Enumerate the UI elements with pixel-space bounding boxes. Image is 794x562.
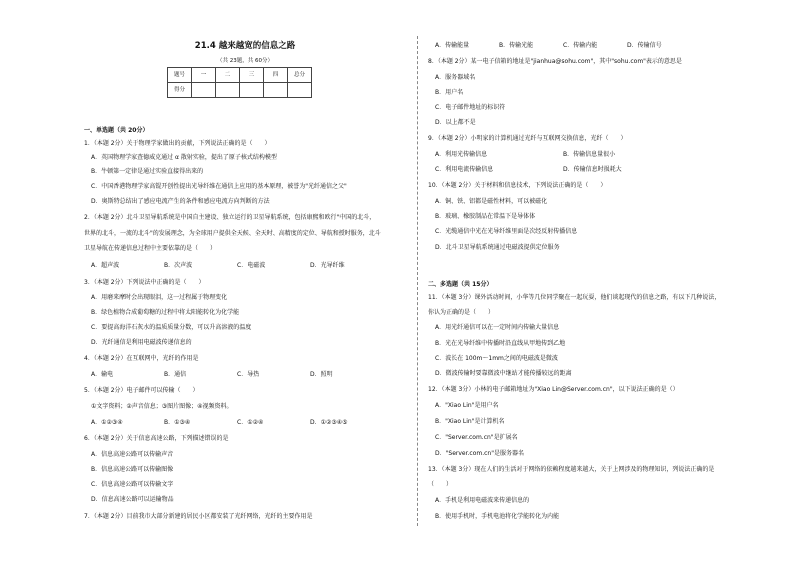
option-10a: A．铜、铁、铝都是磁性材料，可以被磁化 bbox=[435, 198, 548, 205]
option-11a: A．用光纤通信可以在一定时间内传输大量信息 bbox=[435, 324, 560, 331]
option-1c: C．中国香港物理学家高锟开创性提出光导纤维在通信上应用的基本原理，被誉为"光纤通信之父" bbox=[91, 183, 347, 190]
option-3c: C．要提高海洋石灰水的温质质量分数，可以升高溶液的温度 bbox=[91, 324, 252, 331]
option-12d: D．"Server.com.cn"是服务器名 bbox=[435, 450, 524, 457]
score-input-cell[interactable] bbox=[240, 83, 264, 98]
question-1: 1．（本题 2分）关于物理学家做出的贡献，下列说法正确的是（ ） bbox=[84, 140, 271, 147]
option-1a: A．英国物理学家查德威克通过 α 散射实验，提出了原子核式结构模型 bbox=[91, 154, 277, 161]
option-9d: D．传输信息时损耗大 bbox=[563, 166, 622, 173]
option-12b: B．"Xiao Lin"是计算机名 bbox=[435, 418, 505, 425]
question-10: 10．（本题 2分）关于材料和信息技术，下列说法正确的是（ ） bbox=[428, 182, 607, 189]
option-8b: B．用户名 bbox=[435, 89, 464, 96]
option-7a: A．传输能量 bbox=[435, 42, 470, 49]
option-10c: C．光缆通信中光在光导纤维里面是次经反射传播信息 bbox=[435, 228, 578, 235]
score-row-label: 得分 bbox=[168, 83, 192, 98]
score-header-cell: 三 bbox=[240, 68, 264, 83]
option-4d: D．照明 bbox=[310, 371, 333, 378]
score-table-score-row bbox=[168, 83, 312, 98]
question-2-line-2: 世界的北斗，一流的北斗"的发展理念，为全球用户提供全天候、全天时、高精度的定位、导航和授时服务，北斗 bbox=[84, 230, 381, 237]
section-heading-single-choice: 一、单选题（共 20分） bbox=[84, 127, 149, 134]
option-5c: C．①②④ bbox=[237, 419, 264, 426]
question-2-options bbox=[91, 262, 383, 270]
option-7b: B．传输光能 bbox=[499, 42, 534, 49]
score-input-cell[interactable] bbox=[216, 83, 240, 98]
option-10d: D．北斗卫星导航系统通过电磁波提供定位服务 bbox=[435, 244, 560, 251]
option-6d: D．信息高速公路可以运输物品 bbox=[91, 496, 174, 503]
option-6a: A．信息高速公路可以传输声音 bbox=[91, 451, 174, 458]
score-header-cell: 总分 bbox=[288, 68, 312, 83]
option-3d: D．光纤通信是利用电磁波传递信息的 bbox=[91, 339, 192, 346]
option-4c: C．导热 bbox=[237, 371, 260, 378]
score-table-header-row bbox=[168, 68, 312, 83]
question-3: 3．（本题 2分）下列说法中正确的是（ ） bbox=[84, 279, 205, 286]
option-6c: C．信息高速公路可以传输文字 bbox=[91, 481, 174, 488]
page-subtitle: （共 23题，共 60分） bbox=[217, 58, 273, 64]
page-title: 21.4 越来越宽的信息之路 bbox=[194, 41, 296, 51]
column-divider bbox=[417, 36, 418, 526]
option-13b: B．使用手机时，手机电池将化学能转化为内能 bbox=[435, 513, 560, 520]
option-9c: C．利用电流传输信息 bbox=[435, 166, 494, 173]
score-table bbox=[167, 67, 312, 98]
question-6: 6．（本题 2分）关于信息高速公路，下列描述错误的是 bbox=[84, 435, 229, 442]
question-9: 9．（本题 2分）小明家的计算机通过光纤与互联网交换信息，光纤（ ） bbox=[428, 135, 627, 142]
question-5-statement: ①文字资料；②声音信息；③图片图像；④视频资料。 bbox=[91, 403, 233, 410]
option-5a: A．①②③④ bbox=[91, 419, 123, 426]
option-5d: D．①②③④⑤ bbox=[310, 419, 348, 426]
option-2a: A．超声波 bbox=[91, 262, 120, 269]
question-11-line-1: 11．（本题 3分）课外活动时间，小华等几位同学聚在一起玩耍，他们谈起现代的信息之路，有以下几种说法， bbox=[428, 294, 721, 301]
score-input-cell[interactable] bbox=[288, 83, 312, 98]
question-7-options bbox=[435, 42, 691, 50]
option-5b: B．①③④ bbox=[164, 419, 191, 426]
option-7d: D．传输信号 bbox=[627, 42, 662, 49]
question-4: 4．（本题 2分）在互联网中，光纤的作用是 bbox=[84, 355, 199, 362]
option-10b: B．玻璃、橡胶制品在常温下是导体体 bbox=[435, 213, 536, 220]
question-5: 5．（本题 2分）电子邮件可以传输（ ） bbox=[84, 387, 199, 394]
option-4a: A．输电 bbox=[91, 371, 114, 378]
question-8: 8．（本题 2分）某一电子信箱的地址是"jianhua@sohu.com"，其中"sohu.com"表示的意思是 bbox=[428, 58, 682, 65]
question-13-line-1: 13．（本题 3分）现在人们的生活对于网络的依赖程度越来越大，关于上网涉及的物理知识，列说法正确的是 bbox=[428, 466, 715, 473]
score-header-cell: 二 bbox=[216, 68, 240, 83]
option-8c: C．电子邮件地址的标识符 bbox=[435, 104, 506, 111]
question-9-options-row-1 bbox=[435, 151, 636, 159]
option-7c: C．传输内能 bbox=[563, 42, 598, 49]
option-11b: B．光在光导纤维中传播时沿直线从甲地传到乙地 bbox=[435, 340, 566, 347]
option-12a: A．"Xiao Lin"是用户名 bbox=[435, 402, 499, 409]
score-header-cell: 一 bbox=[192, 68, 216, 83]
option-8d: D．以上都不是 bbox=[435, 119, 476, 126]
score-input-cell[interactable] bbox=[264, 83, 288, 98]
score-input-cell[interactable] bbox=[192, 83, 216, 98]
option-12c: C．"Server.com.cn"是扩展名 bbox=[435, 434, 518, 441]
option-9b: B．传输信息量很小 bbox=[563, 151, 616, 158]
option-11c: C．波长在 100m～1mm之间的电磁波是微波 bbox=[435, 355, 558, 362]
score-header-cell: 题号 bbox=[168, 68, 192, 83]
option-13a: A．手机是利用电磁波来传递信息的 bbox=[435, 497, 530, 504]
question-12: 12．（本题 3分）小林的电子邮箱地址为"Xiao Lin@Server.com.cn"，以下说法正确的是（） bbox=[428, 386, 679, 393]
question-2-line-3: 卫星导航在传递信息过程中主要依靠的是（ ） bbox=[84, 245, 217, 252]
question-2-line-1: 2．（本题 2分）北斗卫星导航系统是中国自主建设、独立运行的卫星导航系统，包括康熙和欧行"中国的北斗， bbox=[84, 214, 376, 221]
question-4-options bbox=[91, 371, 383, 379]
option-2d: D．光导纤维 bbox=[310, 262, 345, 269]
option-8a: A．服务器域名 bbox=[435, 74, 476, 81]
option-6b: B．信息高速公路可以传输图像 bbox=[91, 466, 174, 473]
option-4b: B．通信 bbox=[164, 371, 187, 378]
question-11-line-2: 你认为正确的是（ ） bbox=[428, 309, 495, 316]
section-heading-multiple-choice: 二、多选题（共 15分） bbox=[428, 281, 493, 288]
question-5-options bbox=[91, 419, 383, 427]
score-header-cell: 四 bbox=[264, 68, 288, 83]
option-3b: B．绿色植物合成葡萄糖的过程中将太阳能转化为化学能 bbox=[91, 309, 240, 316]
question-7: 7．（本题 2分）目前我市大部分新建的居民小区都安装了光纤网络，光纤的主要作用是 bbox=[84, 513, 313, 520]
option-9a: A．利用光传输信息 bbox=[435, 151, 488, 158]
option-1d: D．奥斯特总结出了感应电流产生的条件和感应电流方向判断的方法 bbox=[91, 198, 270, 205]
option-2c: C．电磁波 bbox=[237, 262, 266, 269]
option-1b: B．牛顿第一定律是通过实验直接得出来的 bbox=[91, 168, 204, 175]
question-13-line-2: （ ） bbox=[428, 481, 453, 488]
option-2b: B．次声波 bbox=[164, 262, 193, 269]
question-9-options-row-2 bbox=[435, 166, 636, 174]
option-11d: D．微波传输时要靠微波中继站才能传播较远的距离 bbox=[435, 370, 572, 377]
option-3a: A．用磨来摩时会出现眼泪，这一过程属于物理变化 bbox=[91, 294, 228, 301]
